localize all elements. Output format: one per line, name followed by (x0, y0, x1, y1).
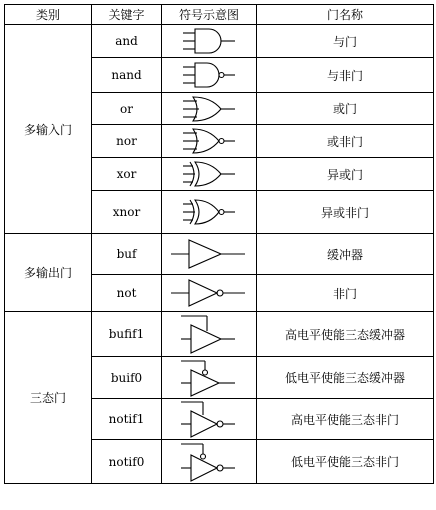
gate-name-cell: 或非门 (257, 125, 434, 158)
gate-name-cell: 与非门 (257, 58, 434, 93)
category-multi-input: 多输入门 (5, 25, 92, 234)
nor-gate-icon (162, 125, 257, 158)
keyword-cell: nor (92, 125, 162, 158)
buffer-gate-icon (162, 234, 257, 275)
keyword-cell: buif0 (92, 357, 162, 399)
keyword-cell: bufif1 (92, 312, 162, 357)
keyword-cell: nand (92, 58, 162, 93)
header-keyword: 关键字 (92, 5, 162, 25)
gate-name-cell: 低电平使能三态非门 (257, 440, 434, 484)
keyword-cell: notif0 (92, 440, 162, 484)
gate-name-cell: 高电平使能三态缓冲器 (257, 312, 434, 357)
gate-name-cell: 高电平使能三态非门 (257, 399, 434, 440)
tristate-inverter-low-icon (162, 440, 257, 484)
keyword-cell: or (92, 93, 162, 125)
and-gate-icon (162, 25, 257, 58)
keyword-cell: xnor (92, 191, 162, 234)
logic-gate-table (4, 4, 434, 484)
table-row (5, 312, 434, 357)
xor-gate-icon (162, 158, 257, 191)
gate-name-cell: 异或门 (257, 158, 434, 191)
table-row (5, 234, 434, 275)
table-header-row (5, 5, 434, 25)
header-gate-name: 门名称 (257, 5, 434, 25)
tristate-buffer-high-icon (162, 312, 257, 357)
gate-name-cell: 与门 (257, 25, 434, 58)
keyword-cell: buf (92, 234, 162, 275)
category-tristate: 三态门 (5, 312, 92, 484)
gate-name-cell: 异或非门 (257, 191, 434, 234)
gate-name-cell: 或门 (257, 93, 434, 125)
or-gate-icon (162, 93, 257, 125)
gate-name-cell: 低电平使能三态缓冲器 (257, 357, 434, 399)
header-symbol: 符号示意图 (162, 5, 257, 25)
tristate-inverter-high-icon (162, 399, 257, 440)
gate-name-cell: 非门 (257, 275, 434, 312)
keyword-cell: notif1 (92, 399, 162, 440)
keyword-cell: and (92, 25, 162, 58)
table-row (5, 25, 434, 58)
gate-name-cell: 缓冲器 (257, 234, 434, 275)
nand-gate-icon (162, 58, 257, 93)
tristate-buffer-low-icon (162, 357, 257, 399)
keyword-cell: xor (92, 158, 162, 191)
header-category: 类别 (5, 5, 92, 25)
keyword-cell: not (92, 275, 162, 312)
not-gate-icon (162, 275, 257, 312)
xnor-gate-icon (162, 191, 257, 234)
category-multi-output: 多输出门 (5, 234, 92, 312)
